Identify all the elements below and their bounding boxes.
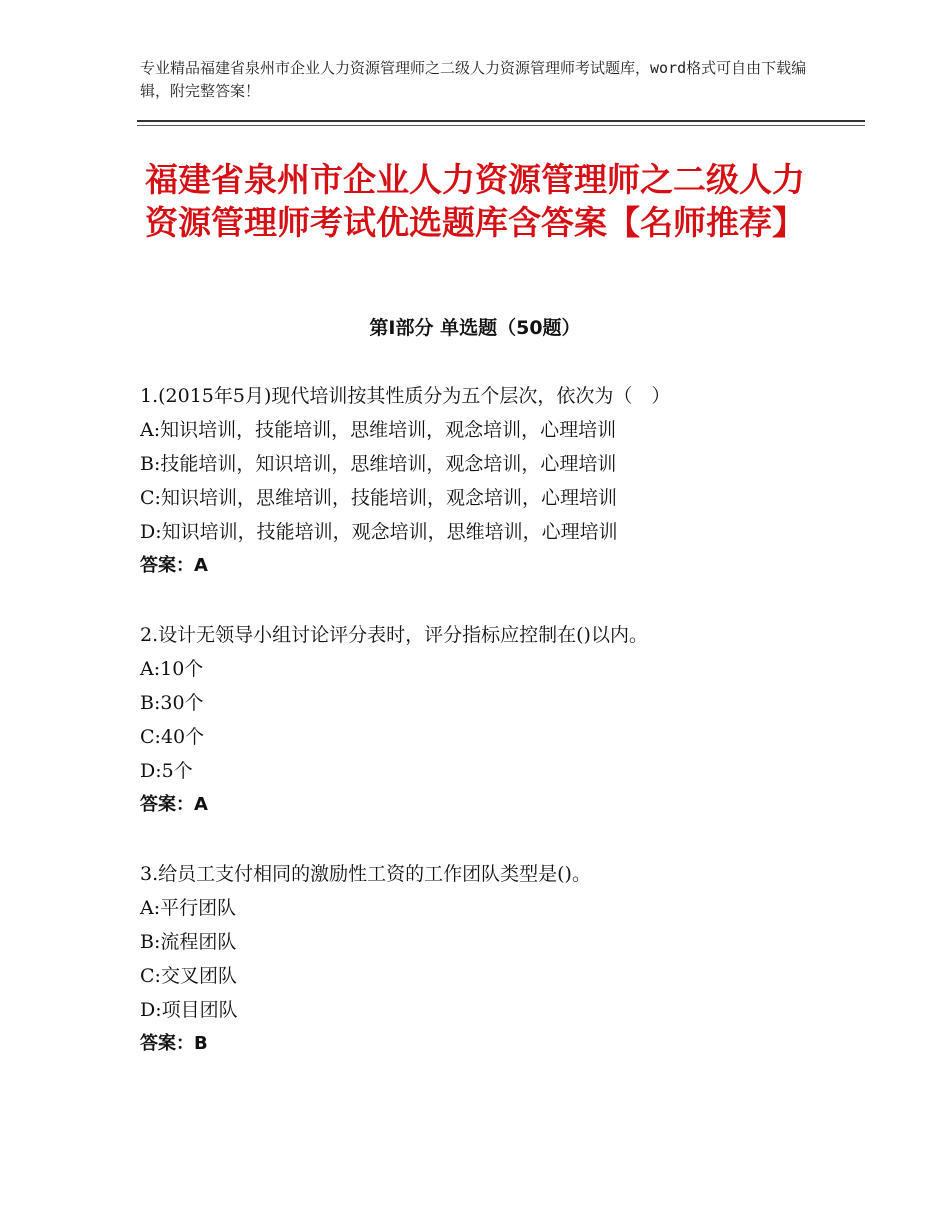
question-text: 1.(2015年5月)现代培训按其性质分为五个层次，依次为（ ） bbox=[140, 385, 671, 407]
option-a: A:10个 bbox=[140, 658, 204, 680]
section-title: 第Ⅰ部分 单选题（50题） bbox=[369, 317, 581, 339]
question-text: 3.给员工支付相同的激励性工资的工作团队类型是()。 bbox=[140, 863, 591, 885]
option-b: B:30个 bbox=[140, 692, 204, 714]
option-b: B:技能培训，知识培训，思维培训，观念培训，心理培训 bbox=[140, 453, 617, 475]
option-c: C:40个 bbox=[140, 726, 205, 748]
question-2 bbox=[140, 618, 840, 822]
answer: 答案：A bbox=[140, 555, 208, 576]
answer: 答案：A bbox=[140, 794, 208, 815]
question-3 bbox=[140, 857, 840, 1061]
option-d: D:5个 bbox=[140, 760, 193, 782]
answer: 答案：B bbox=[140, 1033, 208, 1054]
option-d: D:项目团队 bbox=[140, 999, 238, 1021]
option-a: A:知识培训，技能培训，思维培训，观念培训，心理培训 bbox=[140, 419, 617, 441]
header-note: 专业精品福建省泉州市企业人力资源管理师之二级人力资源管理师考试题库，word格式可自由下载编辑，附完整答案！ bbox=[140, 59, 807, 100]
question-1 bbox=[140, 379, 840, 583]
question-text: 2.设计无领导小组讨论评分表时，评分指标应控制在()以内。 bbox=[140, 624, 648, 646]
option-a: A:平行团队 bbox=[140, 897, 237, 919]
option-d: D:知识培训，技能培训，观念培训，思维培训，心理培训 bbox=[140, 521, 618, 543]
option-c: C:交叉团队 bbox=[140, 965, 237, 987]
option-c: C:知识培训，思维培训，技能培训，观念培训，心理培训 bbox=[140, 487, 617, 509]
header-divider bbox=[137, 120, 865, 122]
document-title: 福建省泉州市企业人力资源管理师之二级人力资源管理师考试优选题库含答案【名师推荐】 bbox=[145, 160, 805, 242]
header-divider-thin bbox=[137, 125, 865, 126]
option-b: B:流程团队 bbox=[140, 931, 237, 953]
